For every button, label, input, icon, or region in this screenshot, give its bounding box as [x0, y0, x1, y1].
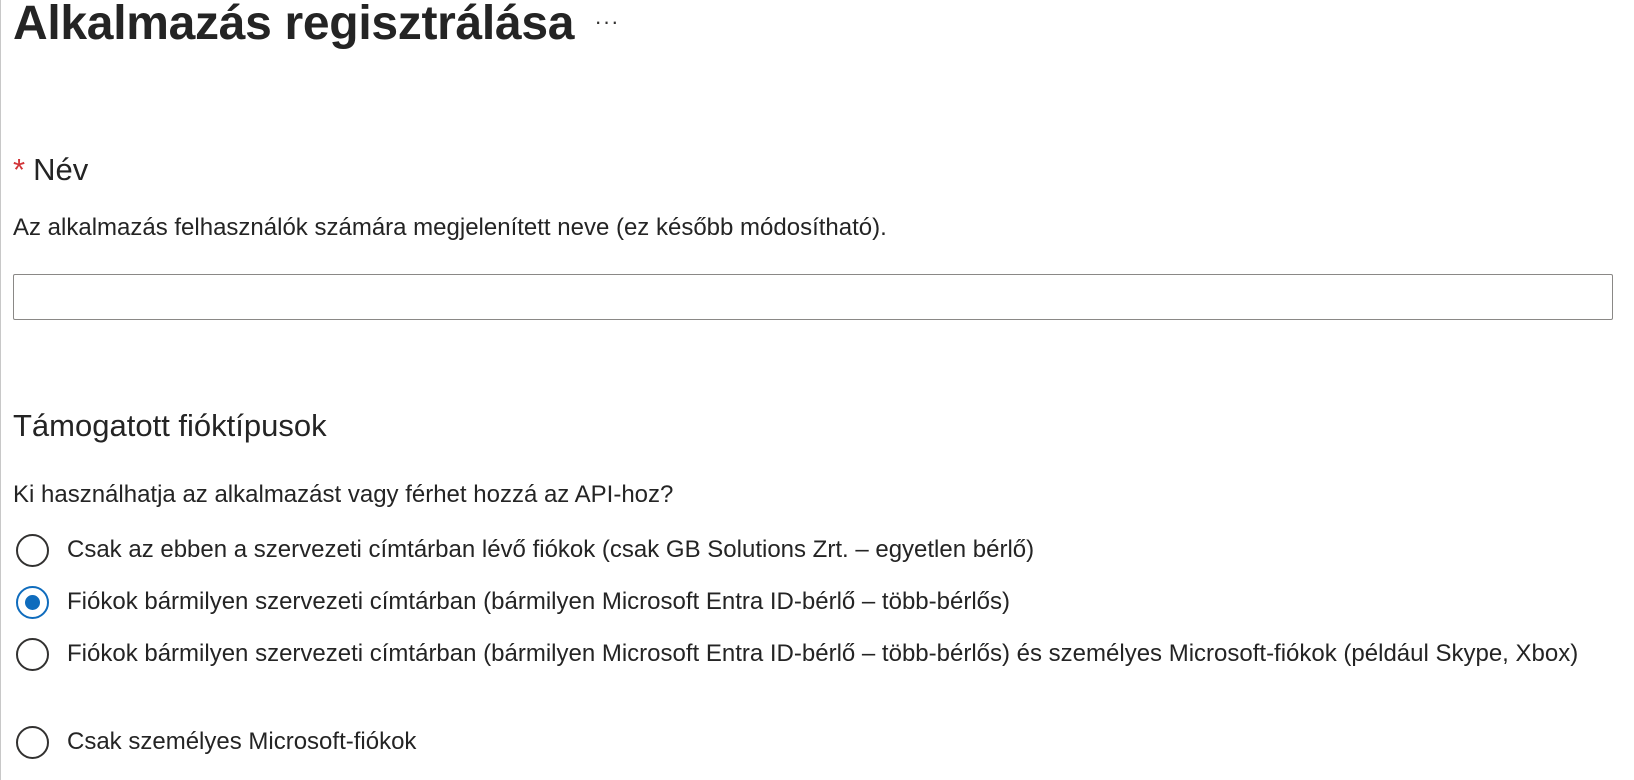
account-types-question: Ki használhatja az alkalmazást vagy férhet hozzá az API-hoz?	[13, 481, 674, 508]
radio-option-single-tenant[interactable]	[16, 534, 1596, 568]
radio-button[interactable]	[16, 586, 49, 619]
name-input[interactable]	[13, 274, 1613, 320]
name-field-label	[13, 150, 88, 190]
radio-option-multi-tenant-and-personal[interactable]	[16, 638, 1596, 672]
radio-button[interactable]	[16, 534, 49, 567]
supported-account-types-heading: Támogatott fióktípusok	[13, 408, 327, 443]
radio-option-personal-only[interactable]	[16, 726, 1596, 760]
required-indicator: *	[13, 152, 26, 187]
name-field-description: Az alkalmazás felhasználók számára megjelenített neve (ez később módosítható).	[13, 214, 887, 241]
radio-option-label: Csak személyes Microsoft-fiókok	[67, 728, 417, 755]
radio-option-label: Fiókok bármilyen szervezeti címtárban (bármilyen Microsoft Entra ID-bérlő – több-bérlős)	[67, 588, 1010, 615]
name-label-text: Név	[33, 152, 89, 187]
radio-option-label: Csak az ebben a szervezeti címtárban lévő fiókok (csak GB Solutions Zrt. – egyetlen bérlő)	[67, 536, 1035, 563]
left-border-divider	[0, 0, 1, 780]
page-title: Alkalmazás regisztrálása	[13, 0, 575, 50]
radio-option-label: Fiókok bármilyen szervezeti címtárban (bármilyen Microsoft Entra ID-bérlő – több-bérlős) és személyes Microsoft-fiókok (például Skype, Xbox)	[67, 640, 1579, 667]
radio-button[interactable]	[16, 638, 49, 671]
radio-button[interactable]	[16, 726, 49, 759]
radio-option-multi-tenant[interactable]	[16, 586, 1596, 620]
more-options-button[interactable]: ···	[594, 9, 620, 34]
